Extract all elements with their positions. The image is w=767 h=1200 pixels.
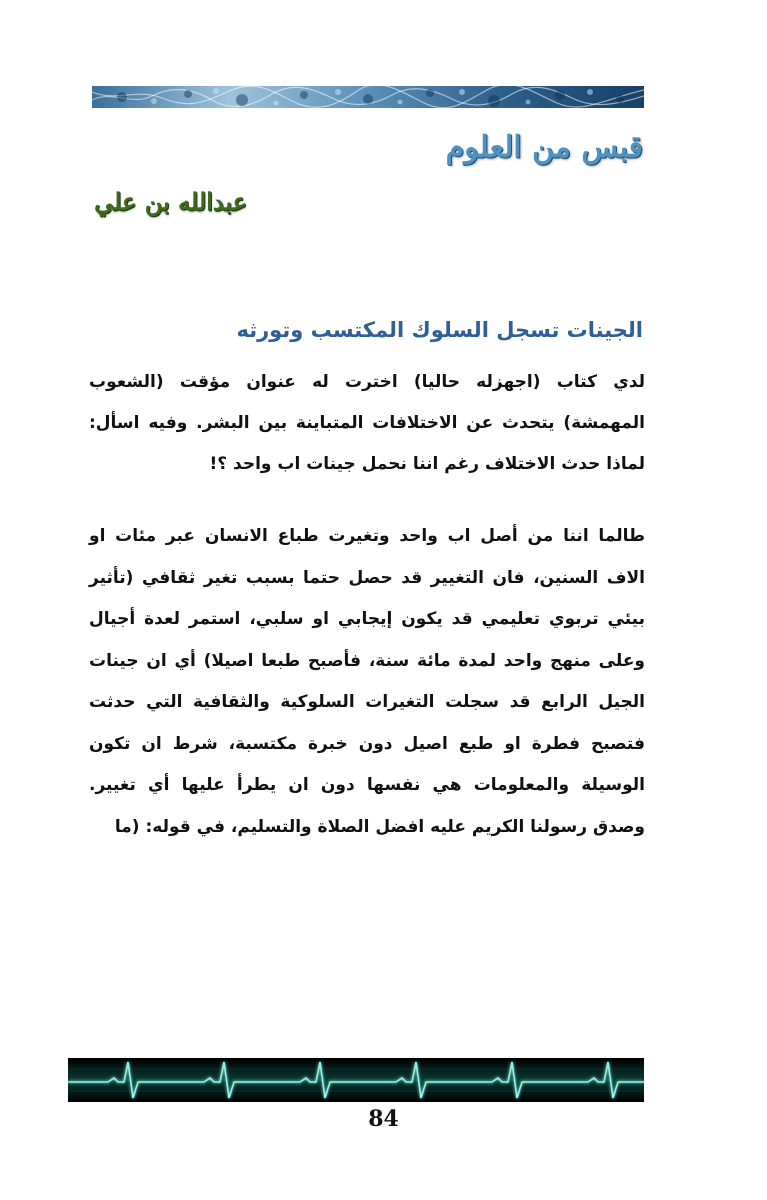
- article-paragraph-1: لدي كتاب (اجهزله حاليا) اخترت له عنوان مؤقت (الشعوب المهمشة) يتحدث عن الاختلافات المتباينة بين البشر. وفيه اسأل: لماذا حدث الاختلاف رغم اننا نحمل جينات اب واحد ؟!: [89, 372, 645, 474]
- article-paragraph-2: طالما اننا من أصل اب واحد وتغيرت طباع الانسان عبر مئات او الاف السنين، فان التغيير قد حصل حتما بسبب تغير ثقافي (تأثير بيئي تربوي تعليمي قد يكون إيجابي او سلبي، استمر لعدة أجيال وعلى منهج واحد لمدة مائة سنة، فأصبح طبعا اصيلا) أي ان جينات الجيل الرابع قد سجلت التغيرات السلوكية والثقافية التي حدثت فتصبح فطرة او طبع اصيل دون خبرة مكتسبة، شرط ان تكون الوسيلة والمعلومات هي نفسها دون ان يطرأ عليها أي تغيير. وصدق رسولنا الكريم عليه افضل الصلاة والتسليم، في قوله: (ما: [89, 526, 645, 837]
- bottom-ecg-banner: [68, 1058, 644, 1102]
- book-title: قبس من العلوم: [445, 130, 643, 165]
- article-heading: الجينات تسجل السلوك المكتسب وتورثه: [236, 318, 643, 342]
- author-name: عبدالله بن علي: [94, 187, 247, 216]
- banner-texture-image: [92, 86, 644, 108]
- ecg-heartbeat-image: [68, 1058, 644, 1102]
- page-number: 84: [368, 1106, 399, 1132]
- top-decorative-banner: [92, 86, 644, 108]
